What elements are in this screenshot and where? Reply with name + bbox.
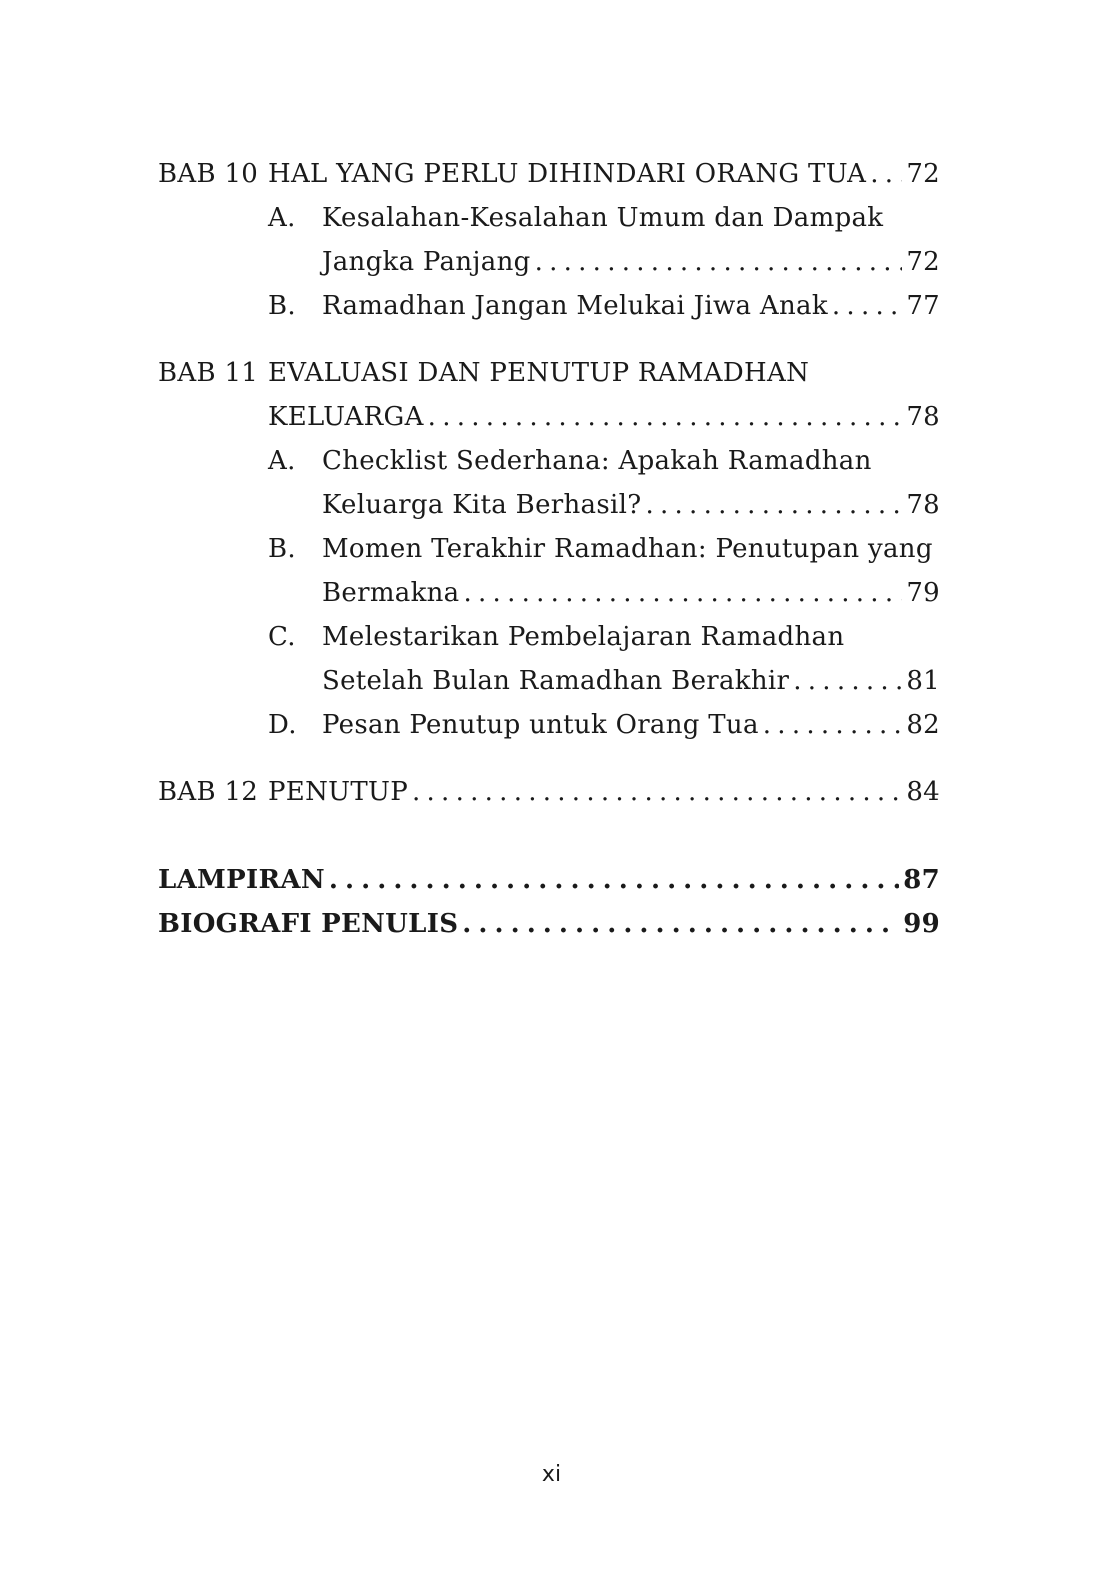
appendix-title: LAMPIRAN <box>158 865 325 895</box>
page-number: 87 <box>903 865 940 895</box>
section-title: Checklist Sederhana: Apakah Ramadhan <box>322 446 872 476</box>
section-letter: A. <box>268 203 296 233</box>
section-letter: A. <box>268 446 296 476</box>
chapter-title: EVALUASI DAN PENUTUP RAMADHAN <box>268 358 810 388</box>
toc-appendix-biografi <box>158 902 940 946</box>
section-title: Pesan Penutup untuk Orang Tua <box>322 710 759 740</box>
toc-section-11c-line2 <box>158 659 940 703</box>
page-footer-number: xi <box>541 1462 562 1487</box>
chapter-label: BAB 12 <box>158 777 259 807</box>
page-number: 77 <box>906 291 940 321</box>
section-letter: B. <box>268 291 296 321</box>
section-title-cont: Keluarga Kita Berhasil? <box>322 490 642 520</box>
section-title: Momen Terakhir Ramadhan: Penutupan yang <box>322 534 933 564</box>
dot-leader <box>645 483 902 527</box>
toc-chapter-11-line2 <box>158 395 940 439</box>
toc-section-10a-line1 <box>158 196 940 240</box>
page-number: 81 <box>906 666 940 696</box>
page-number: 78 <box>906 490 940 520</box>
section-letter: C. <box>268 622 296 652</box>
chapter-label: BAB 10 <box>158 159 259 189</box>
section-letter: D. <box>268 710 297 740</box>
toc-appendix-lampiran <box>158 858 940 902</box>
toc-chapter-11-line1 <box>158 351 940 395</box>
dot-leader <box>329 858 899 902</box>
section-title-cont: Bermakna <box>322 578 460 608</box>
page-number: 82 <box>906 710 940 740</box>
dot-leader <box>832 284 902 328</box>
dot-leader <box>763 703 903 747</box>
toc-section-11c-line1 <box>158 615 940 659</box>
toc-section-11a-line2 <box>158 483 940 527</box>
chapter-title-cont: KELUARGA <box>268 402 424 432</box>
dot-leader <box>535 240 903 284</box>
chapter-title: HAL YANG PERLU DIHINDARI ORANG TUA <box>268 159 867 189</box>
section-letter: B. <box>268 534 296 564</box>
toc-chapter-10 <box>158 152 940 196</box>
page-number: 79 <box>906 578 940 608</box>
dot-leader <box>870 152 902 196</box>
dot-leader <box>462 902 899 946</box>
toc-section-11b-line2 <box>158 571 940 615</box>
table-of-contents <box>158 152 940 946</box>
toc-chapter-12 <box>158 770 940 814</box>
section-title: Kesalahan-Kesalahan Umum dan Dampak <box>322 203 884 233</box>
toc-section-10b <box>158 284 940 328</box>
dot-leader <box>463 571 902 615</box>
chapter-title: PENUTUP <box>268 777 408 807</box>
toc-section-11d <box>158 703 940 747</box>
section-title-cont: Setelah Bulan Ramadhan Berakhir <box>322 666 790 696</box>
page-number: 99 <box>903 909 940 939</box>
section-title: Melestarikan Pembelajaran Ramadhan <box>322 622 845 652</box>
toc-section-11a-line1 <box>158 439 940 483</box>
toc-section-10a-line2 <box>158 240 940 284</box>
page-number: 78 <box>906 402 940 432</box>
appendix-title: BIOGRAFI PENULIS <box>158 909 459 939</box>
dot-leader <box>793 659 902 703</box>
dot-leader <box>412 770 902 814</box>
page-number: 72 <box>906 159 940 189</box>
chapter-label: BAB 11 <box>158 358 259 388</box>
section-title: Ramadhan Jangan Melukai Jiwa Anak <box>322 291 828 321</box>
page-number: 84 <box>906 777 940 807</box>
dot-leader <box>428 395 903 439</box>
page-number: 72 <box>906 247 940 277</box>
toc-section-11b-line1 <box>158 527 940 571</box>
section-title-cont: Jangka Panjang <box>322 247 531 277</box>
